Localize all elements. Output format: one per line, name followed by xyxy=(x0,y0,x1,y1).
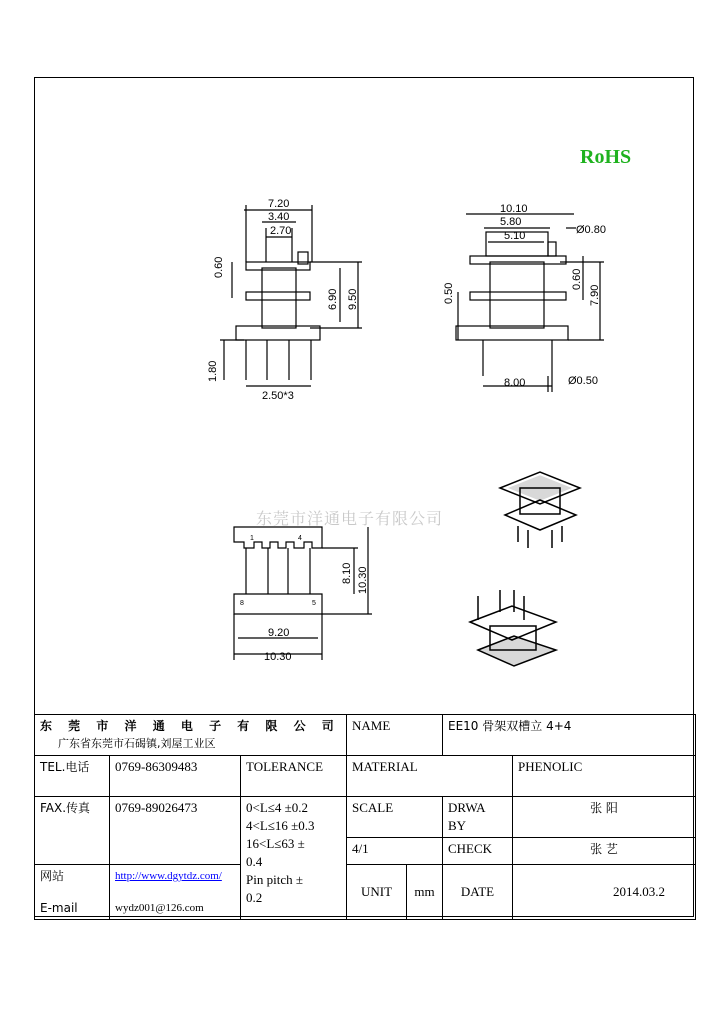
material-value: PHENOLIC xyxy=(513,756,696,797)
tel-label: TEL.电话 xyxy=(35,756,110,797)
unit-value: mm xyxy=(407,865,443,920)
email-value[interactable]: wydz001@126.com xyxy=(115,902,204,914)
dim-side-dia2: Ø0.50 xyxy=(568,375,598,387)
dim-front-w-mid: 3.40 xyxy=(268,211,290,223)
title-block xyxy=(34,714,696,920)
dim-side-base: 8.00 xyxy=(504,377,526,389)
company-name: 东 莞 市 洋 通 电 子 有 限 公 司 xyxy=(40,719,340,733)
date-value: 2014.03.2 xyxy=(513,865,696,920)
dim-side-pin-dia: Ø0.80 xyxy=(576,224,606,236)
dim-side-h-inner: 0.60 xyxy=(571,268,583,290)
tolerance-line-3: 16<L≤63 ± xyxy=(246,836,305,851)
dim-front-h-outer: 9.50 xyxy=(347,288,359,310)
pin-label-4: 4 xyxy=(298,535,302,542)
dim-bottom-h-outer: 10.30 xyxy=(357,566,369,594)
dim-front-pin-len: 1.80 xyxy=(207,360,219,382)
website-label: 网站 xyxy=(40,869,65,883)
iso-view-top xyxy=(500,472,580,548)
dim-front-flange: 0.60 xyxy=(213,256,225,278)
dim-front-w-outer: 7.20 xyxy=(268,198,290,210)
dim-side-w-outer: 10.10 xyxy=(500,203,528,215)
tolerance-line-1: 0<L≤4 ±0.2 xyxy=(246,800,309,815)
dim-bottom-w-outer: 10.30 xyxy=(264,651,292,663)
tolerance-line-4: Pin pitch ± xyxy=(246,872,303,887)
dim-front-w-inner: 2.70 xyxy=(270,225,292,237)
part-name: EE10 骨架双槽立 4+4 xyxy=(443,715,696,756)
dim-side-w-inner: 5.10 xyxy=(504,230,526,242)
pin-label-5: 5 xyxy=(312,600,316,607)
check-label: CHECK xyxy=(443,838,513,865)
drawn-by-label-1: DRWA xyxy=(448,800,486,815)
drawn-by-value: 张 阳 xyxy=(513,797,696,838)
drawn-by-label-2: BY xyxy=(448,818,467,833)
check-value: 张 艺 xyxy=(513,838,696,865)
tolerance-label: TOLERANCE xyxy=(241,756,347,797)
unit-label: UNIT xyxy=(347,865,407,920)
rohs-mark: RoHS xyxy=(580,146,632,168)
dim-side-w-mid: 5.80 xyxy=(500,216,522,228)
fax-label: FAX.传真 xyxy=(35,797,110,865)
dim-side-h-outer: 7.90 xyxy=(589,284,601,306)
pin-label-8: 8 xyxy=(240,600,244,607)
email-label: E-mail xyxy=(40,901,78,915)
website-link[interactable]: http://www.dgytdz.com/ xyxy=(115,870,222,882)
dim-front-pin-pitch: 2.50*3 xyxy=(262,390,294,402)
dim-bottom-w-inner: 9.20 xyxy=(268,627,290,639)
company-address: 广东省东莞市石碣镇,刘屋工业区 xyxy=(58,737,216,750)
material-label: MATERIAL xyxy=(347,756,513,797)
scale-label: SCALE xyxy=(347,797,443,838)
dim-front-h-inner: 6.90 xyxy=(327,288,339,310)
scale-value: 4/1 xyxy=(347,838,443,865)
side-view xyxy=(456,214,604,392)
dim-side-flange: 0.50 xyxy=(443,282,455,304)
name-label: NAME xyxy=(347,715,443,756)
tolerance-line-3b: 0.4 xyxy=(246,854,263,869)
tolerance-line-4b: 0.2 xyxy=(246,890,263,905)
fax-value: 0769-89026473 xyxy=(110,797,241,865)
bottom-view xyxy=(234,527,372,660)
dim-bottom-h-inner: 8.10 xyxy=(341,562,353,584)
tel-value: 0769-86309483 xyxy=(110,756,241,797)
date-label: DATE xyxy=(443,865,513,920)
iso-view-bottom xyxy=(470,590,556,666)
tolerance-line-2: 4<L≤16 ±0.3 xyxy=(246,818,315,833)
company-watermark: 东莞市洋通电子有限公司 xyxy=(256,509,444,528)
pin-label-1: 1 xyxy=(250,535,254,542)
